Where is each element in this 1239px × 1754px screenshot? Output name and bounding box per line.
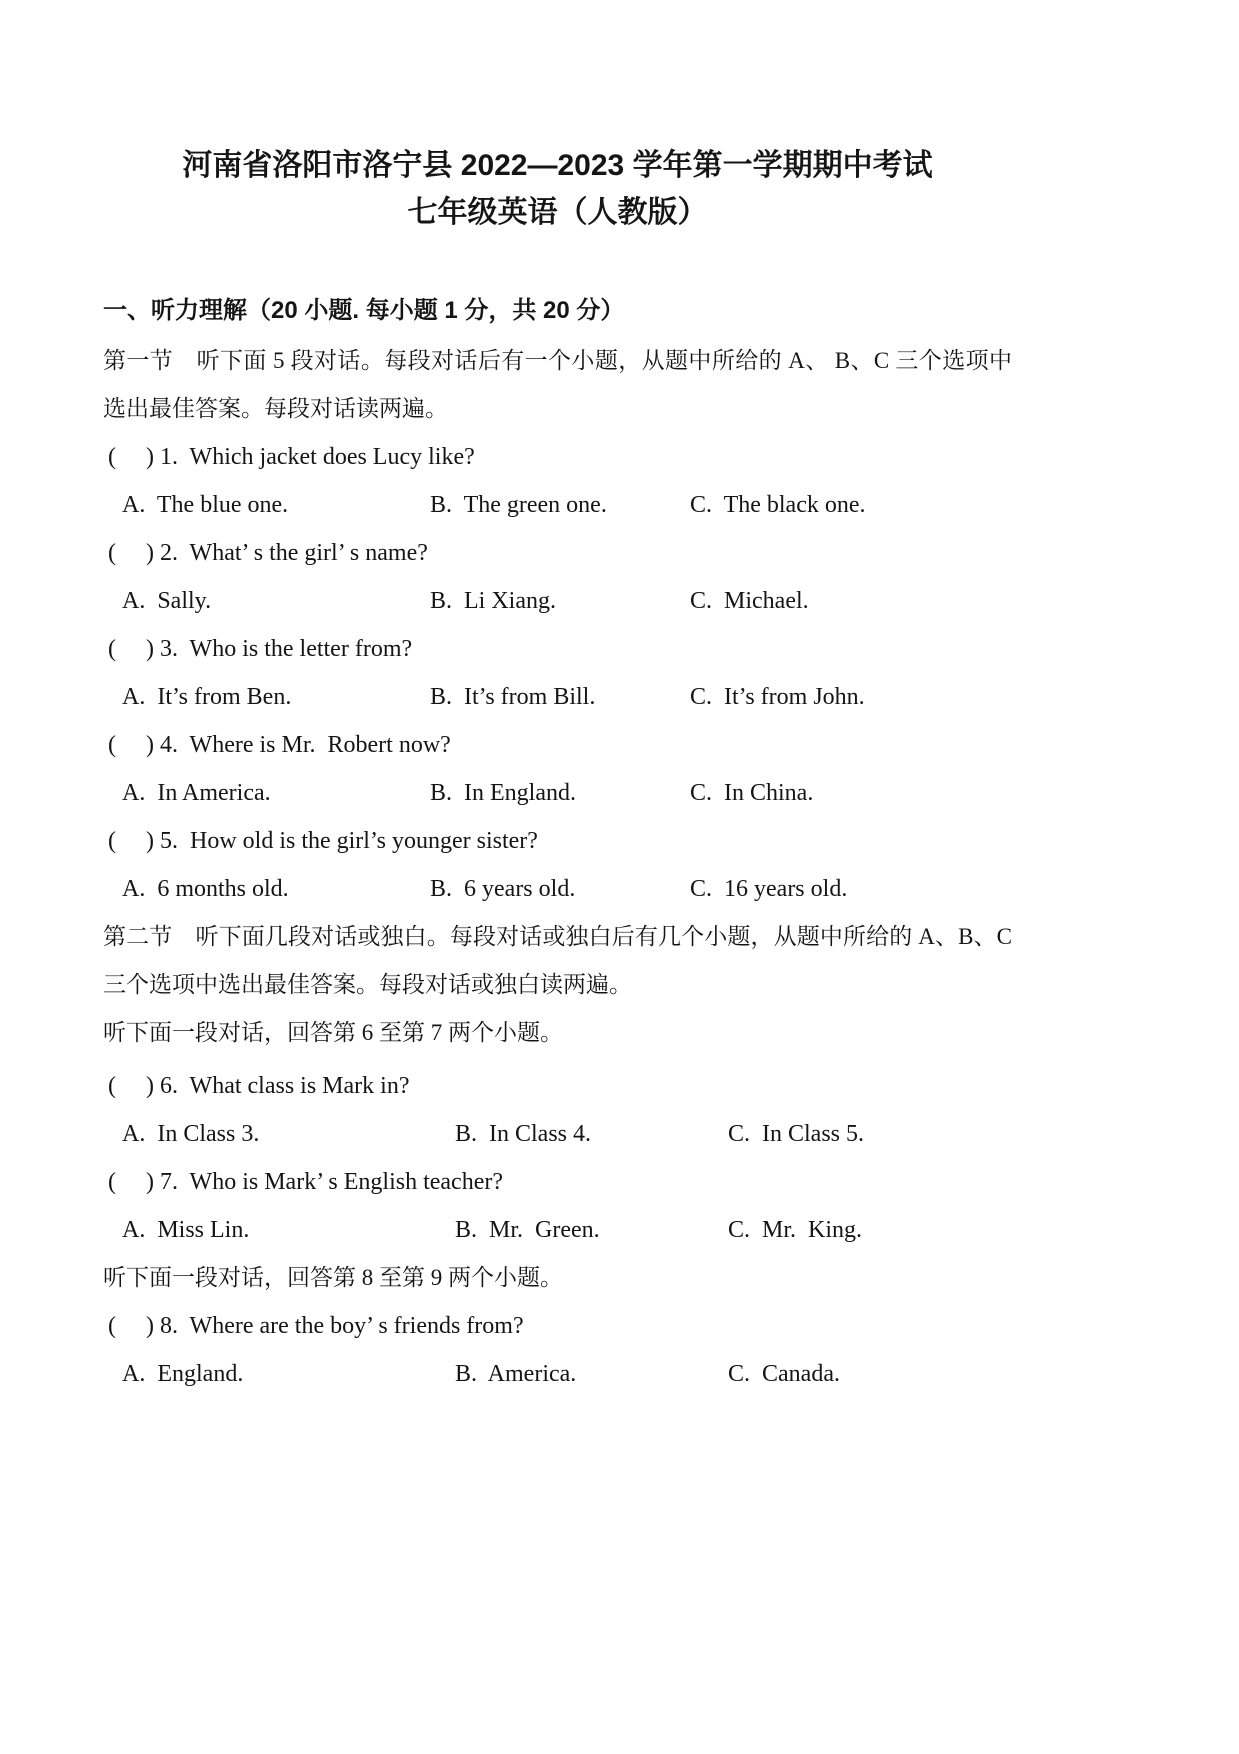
question-stem-2: ( ) 2. What’ s the girl’ s name?	[108, 540, 428, 566]
listen-hint-6-7: 听下面一段对话，回答第 6 至第 7 两个小题。	[103, 1020, 563, 1045]
option-4-c: C. In China.	[690, 780, 814, 806]
question-options-7	[122, 1206, 1012, 1254]
option-7-a: A. Miss Lin.	[122, 1217, 250, 1243]
option-5-b: B. 6 years old.	[430, 876, 576, 902]
question-options-3	[122, 673, 1012, 721]
option-2-c: C. Michael.	[690, 588, 809, 614]
option-5-c: C. 16 years old.	[690, 876, 848, 902]
option-4-a: A. In America.	[122, 780, 271, 806]
question-options-1	[122, 481, 1012, 529]
option-1-a: A. The blue one.	[122, 492, 289, 518]
question-stem-3: ( ) 3. Who is the letter from?	[108, 636, 413, 662]
question-stem-8: ( ) 8. Where are the boy’ s friends from?	[108, 1313, 524, 1339]
option-8-c: C. Canada.	[728, 1361, 840, 1387]
option-1-b: B. The green one.	[430, 492, 607, 518]
question-stem-7: ( ) 7. Who is Mark’ s English teacher?	[108, 1169, 504, 1195]
part1-intro: 第一节 听下面 5 段对话。每段对话后有一个小题，从题中所给的 A、 B、C 三个选项中选出最佳答案。每段对话读两遍。	[103, 348, 1012, 421]
question-stem-5: ( ) 5. How old is the girl’s younger sister?	[108, 828, 538, 854]
question-stem-4: ( ) 4. Where is Mr. Robert now?	[108, 732, 451, 758]
option-7-c: C. Mr. King.	[728, 1217, 863, 1243]
option-7-b: B. Mr. Green.	[455, 1217, 600, 1243]
option-3-c: C. It’s from John.	[690, 684, 865, 710]
option-6-a: A. In Class 3.	[122, 1121, 260, 1147]
question-options-6	[122, 1110, 1012, 1158]
option-2-b: B. Li Xiang.	[430, 588, 556, 614]
question-options-2	[122, 577, 1012, 625]
option-8-a: A. England.	[122, 1361, 244, 1387]
question-options-4	[122, 769, 1012, 817]
question-stem-1: ( ) 1. Which jacket does Lucy like?	[108, 444, 475, 470]
option-3-b: B. It’s from Bill.	[430, 684, 596, 710]
exam-title-line2: 七年级英语（人教版）	[407, 196, 708, 229]
exam-title-line1: 河南省洛阳市洛宁县 2022—2023 学年第一学期期中考试	[182, 149, 933, 182]
option-5-a: A. 6 months old.	[122, 876, 289, 902]
option-3-a: A. It’s from Ben.	[122, 684, 292, 710]
option-2-a: A. Sally.	[122, 588, 212, 614]
listen-hint-8-9: 听下面一段对话，回答第 8 至第 9 两个小题。	[103, 1265, 563, 1290]
option-6-b: B. In Class 4.	[455, 1121, 592, 1147]
question-options-8	[122, 1350, 1012, 1398]
option-1-c: C. The black one.	[690, 492, 866, 518]
question-stem-6: ( ) 6. What class is Mark in?	[108, 1073, 410, 1099]
option-6-c: C. In Class 5.	[728, 1121, 865, 1147]
section1-heading: 一、听力理解（20 小题. 每小题 1 分，共 20 分）	[103, 297, 625, 324]
option-4-b: B. In England.	[430, 780, 576, 806]
option-8-b: B. America.	[455, 1361, 577, 1387]
part2-intro: 第二节 听下面几段对话或独白。每段对话或独白后有几个小题，从题中所给的 A、B、C 三个选项中选出最佳答案。每段对话或独白读两遍。	[103, 924, 1018, 997]
question-options-5	[122, 865, 1012, 913]
